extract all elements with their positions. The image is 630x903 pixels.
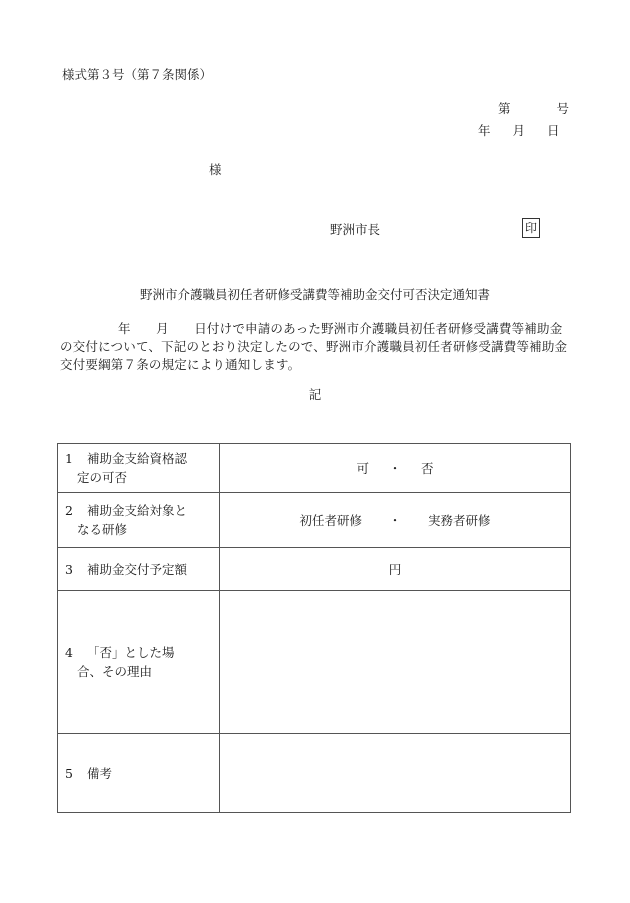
row-number: 2 (65, 503, 73, 518)
table-row (58, 548, 571, 591)
document-title: 野洲市介護職員初任者研修受講費等補助金交付可否決定通知書 (139, 287, 490, 302)
seal-mark: 印 (522, 218, 540, 238)
ki-heading: 記 (308, 387, 322, 402)
row-number: 5 (65, 765, 73, 781)
training-choice (220, 493, 571, 548)
document-number (498, 99, 569, 117)
sender-name: 野洲市長 (330, 222, 381, 237)
option-approve: 可 (356, 461, 369, 476)
amount-field (220, 548, 571, 591)
row-number: 1 (65, 451, 73, 466)
row-label (58, 591, 220, 734)
table-row (58, 591, 571, 734)
number-prefix: 第 (498, 101, 511, 116)
table-row (58, 493, 571, 548)
table-row (58, 734, 571, 813)
row-number: 3 (65, 561, 73, 577)
option-practitioner-training: 実務者研修 (428, 513, 491, 528)
label-line: 合、その理由 (77, 664, 153, 679)
reason-field (220, 591, 571, 734)
row-label (58, 548, 220, 591)
notice-body (60, 320, 575, 374)
row-label (58, 493, 220, 548)
label-line: 補助金支給対象と (87, 503, 188, 518)
row-label (58, 444, 220, 493)
remarks-field (220, 734, 571, 813)
label-line: 備考 (87, 765, 113, 781)
eligibility-choice (220, 444, 571, 493)
label-line: 定の可否 (77, 470, 128, 485)
option-separator: ・ (388, 513, 402, 528)
option-initial-training: 初任者研修 (299, 513, 362, 528)
currency-unit: 円 (388, 562, 402, 577)
option-deny: 否 (421, 461, 434, 476)
decision-table (57, 443, 571, 813)
label-line: なる研修 (77, 522, 128, 537)
date-year: 年 (478, 123, 491, 138)
option-separator: ・ (388, 461, 402, 476)
table-row (58, 444, 571, 493)
number-suffix: 号 (556, 101, 570, 116)
body-text: 日付けで申請のあった野洲市介護職員初任者研修受講費等補助金の交付について、下記のとおり決定したので、野洲市介護職員初任者研修受講費等補助金交付要綱第７条の規定により通知します。 (60, 321, 568, 372)
row-label (58, 734, 220, 813)
label-line: 「否」とした場 (87, 645, 175, 660)
document-date (478, 121, 560, 139)
form-number: 様式第３号（第７条関係） (62, 67, 213, 82)
date-month: 月 (512, 123, 526, 138)
date-day: 日 (547, 123, 560, 138)
label-line: 補助金支給資格認 (87, 451, 188, 466)
row-number: 4 (65, 645, 73, 660)
addressee-honorific: 様 (209, 162, 222, 177)
body-year: 年 (118, 321, 131, 336)
body-month: 月 (156, 321, 169, 336)
label-line: 補助金交付予定額 (87, 561, 188, 577)
